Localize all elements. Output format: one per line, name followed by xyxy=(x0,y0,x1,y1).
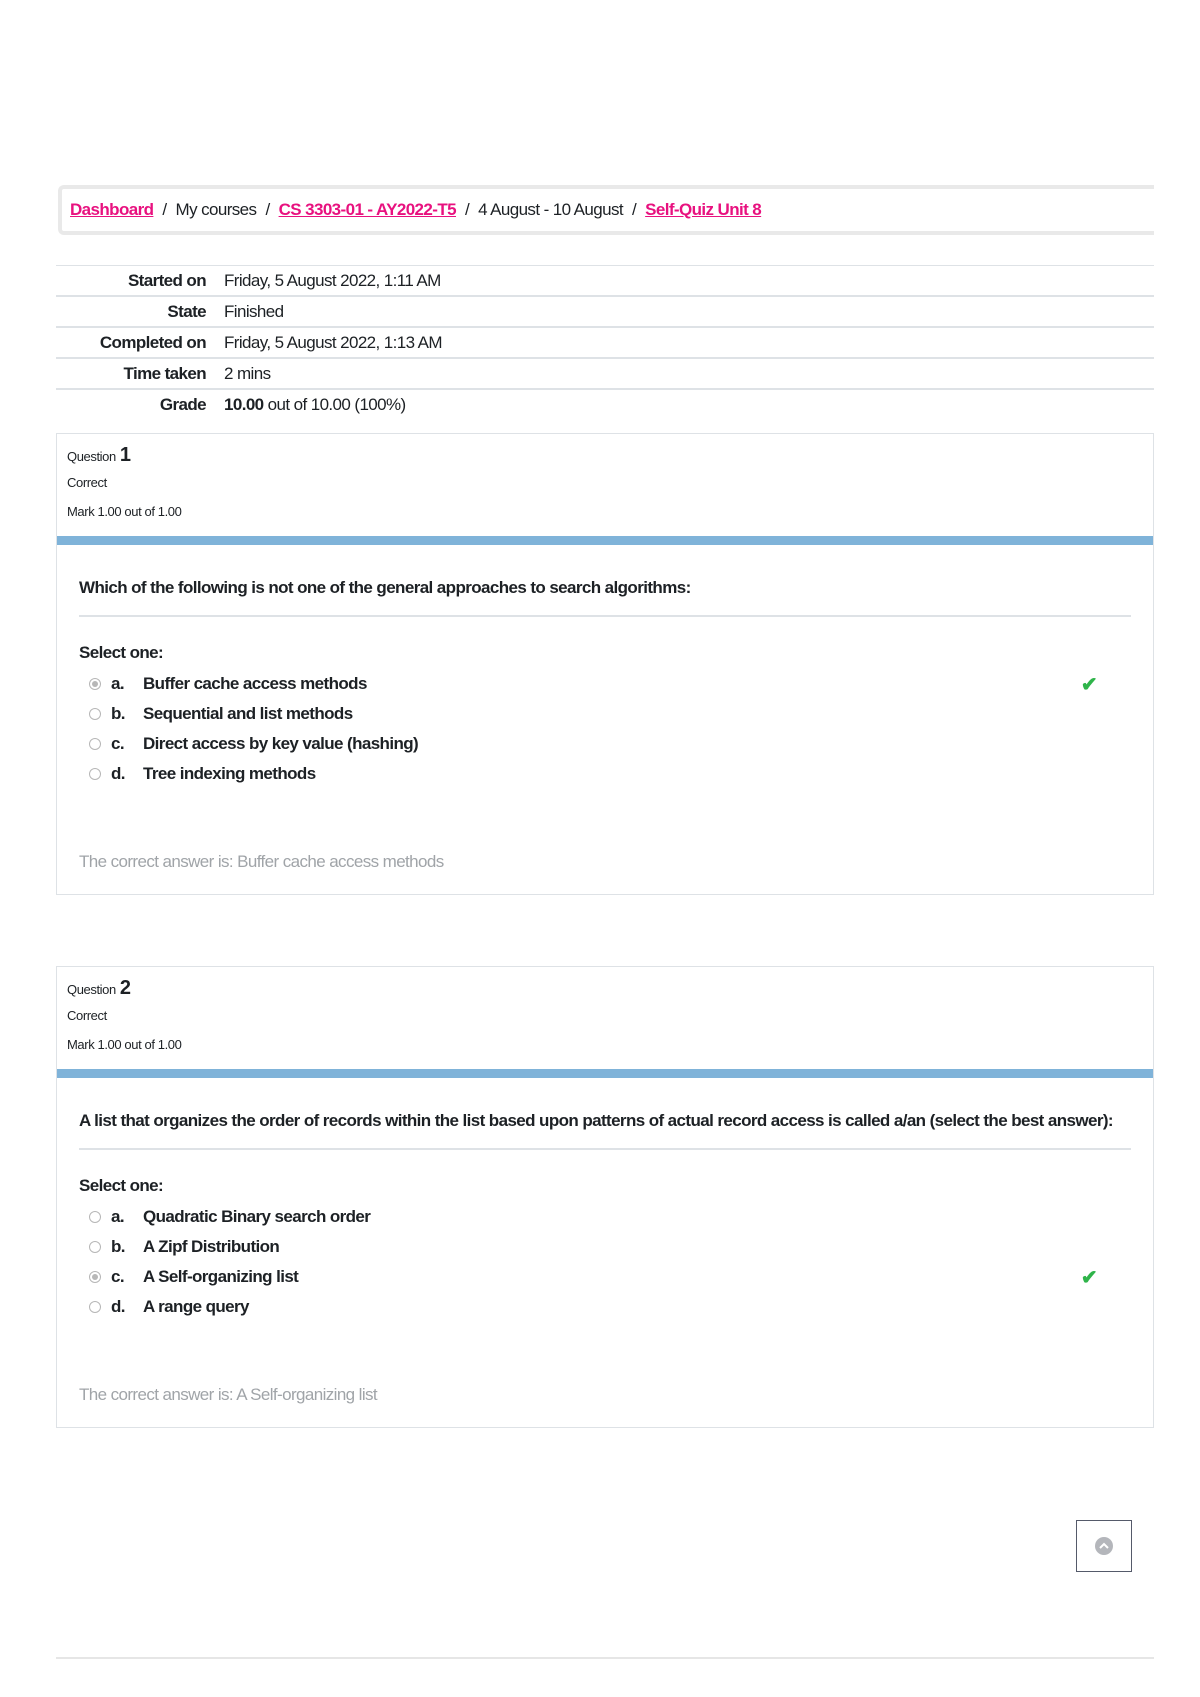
answer-option-d[interactable] xyxy=(79,1292,1131,1322)
check-icon: ✔ xyxy=(1080,1266,1097,1289)
radio-button[interactable] xyxy=(89,768,101,780)
answer-text: A range query xyxy=(143,1297,249,1316)
question-state: Correct xyxy=(67,475,107,490)
answer-letter: b. xyxy=(111,1237,125,1256)
question-state: Correct xyxy=(67,1008,107,1023)
answer-option-b[interactable] xyxy=(79,1232,1131,1262)
question-prefix: Question xyxy=(67,982,116,997)
answer-text: Direct access by key value (hashing) xyxy=(143,734,419,753)
answer-list xyxy=(79,669,1131,789)
radio-button[interactable] xyxy=(89,1271,101,1283)
answer-letter: a. xyxy=(111,674,124,693)
summary-row-state xyxy=(56,297,1154,328)
question-text: Which of the following is not one of the general approaches to search algorithms: xyxy=(79,575,1131,617)
back-to-top-button[interactable] xyxy=(1076,1520,1132,1572)
summary-row-started xyxy=(56,266,1154,297)
question-info xyxy=(57,434,1153,536)
breadcrumb xyxy=(58,185,1154,235)
summary-row-time-taken xyxy=(56,359,1154,390)
chevron-up-circle-icon xyxy=(1095,1537,1113,1555)
radio-button[interactable] xyxy=(89,1211,101,1223)
question-content xyxy=(57,545,1153,829)
summary-value: 2 mins xyxy=(224,363,271,383)
radio-button[interactable] xyxy=(89,738,101,750)
question-mark: Mark 1.00 out of 1.00 xyxy=(67,504,182,519)
summary-value: Finished xyxy=(224,301,284,321)
summary-label: Completed on xyxy=(99,332,206,352)
breadcrumb-dashboard-link[interactable]: Dashboard xyxy=(70,200,154,219)
breadcrumb-quiz-link[interactable]: Self-Quiz Unit 8 xyxy=(645,200,762,219)
answer-option-c[interactable] xyxy=(79,1262,1131,1292)
breadcrumb-separator: / xyxy=(632,200,637,219)
answer-list xyxy=(79,1202,1131,1322)
question-divider-bar xyxy=(57,536,1153,545)
question-info xyxy=(57,967,1153,1069)
check-icon: ✔ xyxy=(1080,673,1097,696)
answer-text: A Self-organizing list xyxy=(143,1267,299,1286)
question-prefix: Question xyxy=(67,449,116,464)
answer-text: A Zipf Distribution xyxy=(143,1237,280,1256)
summary-row-grade xyxy=(56,390,1154,419)
breadcrumb-separator: / xyxy=(162,200,167,219)
answer-option-b[interactable] xyxy=(79,699,1131,729)
summary-value: Friday, 5 August 2022, 1:13 AM xyxy=(224,332,442,352)
grade-out-of: out of 10.00 (100%) xyxy=(267,394,406,414)
question-1 xyxy=(56,433,1154,895)
question-divider-bar xyxy=(57,1069,1153,1078)
question-content xyxy=(57,1078,1153,1362)
summary-label: Started on xyxy=(127,270,206,290)
answer-text: Tree indexing methods xyxy=(143,764,316,783)
select-one-prompt: Select one: xyxy=(79,643,164,662)
summary-value: Friday, 5 August 2022, 1:11 AM xyxy=(224,270,441,290)
answer-letter: d. xyxy=(111,1297,125,1316)
breadcrumb-course-link[interactable]: CS 3303-01 - AY2022-T5 xyxy=(278,200,456,219)
grade-value xyxy=(224,395,406,415)
question-number: 2 xyxy=(119,977,131,999)
answer-letter: d. xyxy=(111,764,125,783)
quiz-summary-table xyxy=(56,265,1154,419)
answer-text: Buffer cache access methods xyxy=(143,674,367,693)
summary-label: State xyxy=(167,301,206,321)
summary-row-completed xyxy=(56,328,1154,359)
answer-letter: c. xyxy=(111,734,124,753)
answer-option-d[interactable] xyxy=(79,759,1131,789)
question-mark: Mark 1.00 out of 1.00 xyxy=(67,1037,182,1052)
correct-answer-feedback: The correct answer is: Buffer cache access methods xyxy=(79,852,444,871)
radio-button[interactable] xyxy=(89,1301,101,1313)
answer-text: Quadratic Binary search order xyxy=(143,1207,371,1226)
breadcrumb-separator: / xyxy=(265,200,270,219)
radio-button[interactable] xyxy=(89,708,101,720)
grade-score: 10.00 xyxy=(224,394,264,414)
question-2 xyxy=(56,966,1154,1428)
summary-label: Time taken xyxy=(123,363,206,383)
radio-button[interactable] xyxy=(89,1241,101,1253)
radio-button[interactable] xyxy=(89,678,101,690)
footer-divider xyxy=(56,1657,1154,1659)
answer-option-a[interactable] xyxy=(79,1202,1131,1232)
correct-answer-feedback: The correct answer is: A Self-organizing list xyxy=(79,1385,378,1404)
breadcrumb-week: 4 August - 10 August xyxy=(478,200,623,219)
summary-label: Grade xyxy=(159,394,206,414)
answer-letter: a. xyxy=(111,1207,124,1226)
breadcrumb-my-courses: My courses xyxy=(175,200,257,219)
answer-letter: b. xyxy=(111,704,125,723)
breadcrumb-separator: / xyxy=(464,200,470,219)
answer-option-c[interactable] xyxy=(79,729,1131,759)
select-one-prompt: Select one: xyxy=(79,1176,164,1195)
question-number: 1 xyxy=(119,444,131,466)
answer-letter: c. xyxy=(111,1267,124,1286)
question-text: A list that organizes the order of records within the list based upon patterns of actual record access is called a/an (select the best answer): xyxy=(79,1108,1131,1150)
answer-text: Sequential and list methods xyxy=(143,704,353,723)
answer-option-a[interactable] xyxy=(79,669,1131,699)
